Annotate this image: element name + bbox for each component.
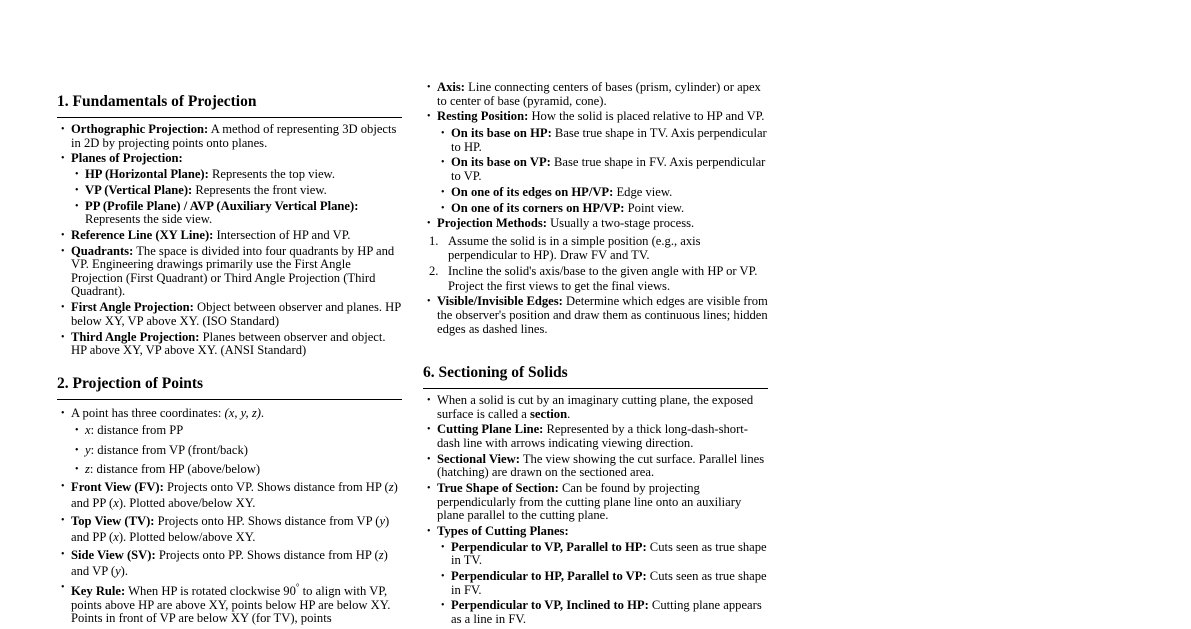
list-item-front-view: • Front View (FV): Projects onto VP. Shows distance from HP (z) and PP (x). Plotted above/below XY. (57, 479, 402, 511)
list-item-quadrants: • Quadrants: The space is divided into four quadrants by HP and VP. Engineering drawings primarily use the First Angle Projection (First Quadrant) or Third Angle Projection (Third Quadrant). (57, 245, 402, 299)
list-item-key-rule: • Key Rule: When HP is rotated clockwise 90° to align with VP, points above HP are above XY, points below HP are below XY. Points in front of VP are below XY (for TV), points (57, 581, 402, 626)
list-item-reference-line: • Reference Line (XY Line): Intersection of HP and VP. (57, 229, 402, 243)
list-item-planes: • Planes of Projection: • HP (Horizontal Plane): Represents the top view. • VP (Vertical Plane): Represents the front view. • PP (Profile Plane) / AVP (Auxiliary Vertical Plane): Represents the side view. (57, 152, 402, 226)
list-item-top-view: • Top View (TV): Projects onto HP. Shows distance from VP (y) and PP (x). Plotted below/above XY. (57, 513, 402, 545)
list-item-sectional-view: • Sectional View: The view showing the cut surface. Parallel lines (hatching) are drawn on the sectioned area. (423, 453, 768, 480)
section-6-list (423, 394, 768, 627)
list-item-orthographic: • Orthographic Projection: A method of representing 3D objects in 2D by projecting points onto planes. (57, 123, 402, 150)
list-item-section-intro: • When a solid is cut by an imaginary cutting plane, the exposed surface is called a section. (423, 394, 768, 421)
list-item-coordinates: • A point has three coordinates: (x, y, z). • x: distance from PP • y: distance from VP (front/back) • z: distance from HP (above/below) (57, 406, 402, 477)
planes-sublist (71, 168, 402, 227)
list-item-projection-methods: • Projection Methods: Usually a two-stage process. 1. Assume the solid is in a simple position (e.g., axis perpendicular to HP). Draw FV and TV. 2. Incline the solid's axis/base to the given angle with HP or VP. Project the first views to get the final views. (423, 217, 768, 293)
list-item-pp: • PP (Profile Plane) / AVP (Auxiliary Vertical Plane): Represents the side view. (71, 200, 402, 227)
section-2-list (57, 406, 402, 626)
section-2-title: 2. Projection of Points (57, 375, 402, 400)
list-item-true-shape: • True Shape of Section: Can be found by projecting perpendicularly from the cutting plane line onto an auxiliary plane parallel to the cutting plane. (423, 482, 768, 523)
list-item-first-angle: • First Angle Projection: Object between observer and planes. HP below XY, VP above XY. (ISO Standard) (57, 301, 402, 328)
resting-sublist (437, 127, 768, 215)
step-2: 2. Incline the solid's axis/base to the given angle with HP or VP. Project the first views to get the final views. (429, 264, 758, 293)
list-item-type-2: • Perpendicular to HP, Parallel to VP: Cuts seen as true shape in FV. (437, 570, 768, 597)
list-item-type-3: • Perpendicular to VP, Inclined to HP: Cutting plane appears as a line in FV. (437, 599, 768, 626)
section-1 (57, 93, 402, 360)
section-5-list (423, 81, 768, 336)
list-item-base-vp: • On its base on VP: Base true shape in FV. Axis perpendicular to VP. (437, 156, 768, 183)
list-item-y: • y: distance from VP (front/back) (71, 444, 402, 458)
list-item-corner: • On one of its corners on HP/VP: Point view. (437, 202, 768, 216)
list-item-cutting-plane-types: • Types of Cutting Planes: • Perpendicular to VP, Parallel to HP: Cuts seen as true shape in TV. • Perpendicular to HP, Parallel to VP: Cuts seen as true shape in FV. • Perpendicular to VP, Inclined to HP: Cutting plane appears as a line in FV. (423, 525, 768, 627)
section-1-list (57, 123, 402, 358)
list-item-type-1: • Perpendicular to VP, Parallel to HP: Cuts seen as true shape in TV. (437, 541, 768, 568)
list-item-visible-edges: • Visible/Invisible Edges: Determine which edges are visible from the observer's position and draw them as continuous lines; hidden edges as dashed lines. (423, 295, 768, 336)
list-item-third-angle: • Third Angle Projection: Planes between observer and object. HP above XY, VP above XY. (ANSI Standard) (57, 331, 402, 358)
list-item-axis: • Axis: Line connecting centers of bases (prism, cylinder) or apex to center of base (pyramid, cone). (423, 81, 768, 108)
list-item-base-hp: • On its base on HP: Base true shape in TV. Axis perpendicular to HP. (437, 127, 768, 154)
cutting-types-sublist (437, 541, 768, 627)
projection-steps (423, 234, 768, 293)
list-item-side-view: • Side View (SV): Projects onto PP. Shows distance from HP (z) and VP (y). (57, 547, 402, 579)
list-item-cutting-plane-line: • Cutting Plane Line: Represented by a thick long-dash-short-dash line with arrows indicating viewing direction. (423, 423, 768, 450)
section-6 (423, 364, 768, 629)
section-2 (57, 375, 402, 628)
step-1: 1. Assume the solid is in a simple position (e.g., axis perpendicular to HP). Draw FV and TV. (429, 233, 701, 263)
list-item-hp: • HP (Horizontal Plane): Represents the top view. (71, 168, 402, 182)
section-5-continued (423, 81, 768, 338)
section-6-title: 6. Sectioning of Solids (423, 364, 768, 389)
list-item-resting-position: • Resting Position: How the solid is placed relative to HP and VP. • On its base on HP: Base true shape in TV. Axis perpendicular to HP. • On its base on VP: Base true shape in FV. Axis perpendicular to VP. • On one of its edges on HP/VP: Edge view. • On one of its corners on HP/VP: Point view. (423, 110, 768, 215)
section-1-title: 1. Fundamentals of Projection (57, 93, 402, 118)
list-item-vp: • VP (Vertical Plane): Represents the front view. (71, 184, 402, 198)
list-item-edge: • On one of its edges on HP/VP: Edge view. (437, 186, 768, 200)
list-item-z: • z: distance from HP (above/below) (71, 463, 402, 477)
coords-math: (x, y, z) (224, 406, 261, 420)
coords-sublist (71, 424, 402, 477)
list-item-x: • x: distance from PP (71, 424, 402, 438)
